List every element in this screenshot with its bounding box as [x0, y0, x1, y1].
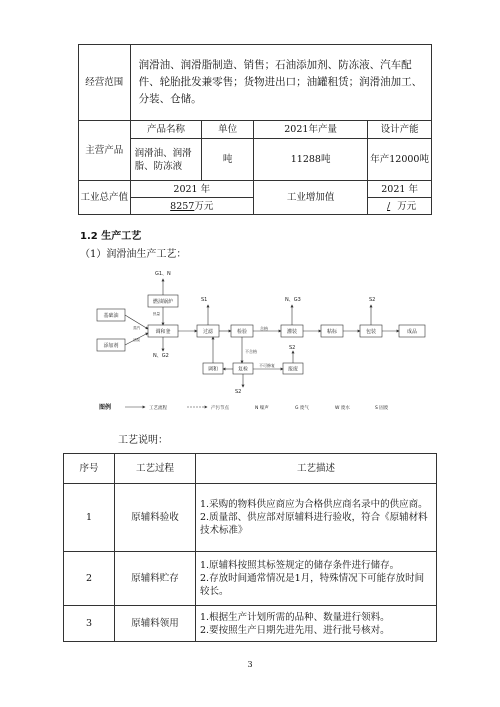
scope-text: 润滑油、润滑脂制造、销售；石油添加剂、防冻液、汽车配件、轮胎批发兼零售；货物进出口；油罐租赁；润滑油加工、分装、仓储。 [130, 45, 431, 121]
legend-water: W 废水 [335, 406, 350, 411]
label-unqualified2: 不可修复 [259, 363, 275, 368]
gross-label: 工业总产值 [79, 181, 131, 215]
product-name: 润滑油、润滑脂、防冻液 [130, 139, 202, 181]
page-number: 3 [247, 660, 253, 669]
row-desc [196, 606, 437, 642]
th-step: 工艺过程 [115, 454, 196, 484]
added-value-cell [368, 198, 432, 215]
label-s1: S1 [201, 297, 208, 303]
node-filter: 过滤 [202, 329, 214, 335]
col-name: 产品名称 [130, 121, 202, 139]
row-desc-line: 1.原辅料按照其标签规定的储存条件进行储存。 [200, 560, 400, 571]
table-row [64, 606, 437, 642]
added-unit: 万元 [397, 200, 417, 212]
node-fill: 灌装 [286, 329, 298, 335]
products-label: 主营产品 [79, 121, 131, 181]
node-blend: 调和釜 [155, 329, 171, 335]
row-desc-line: 2.质量部、供应部对原辅料进行验收，符合《原辅材料技术标准》 [200, 512, 428, 536]
col-unit: 单位 [202, 121, 254, 139]
label-s2a: S2 [369, 297, 376, 303]
diagram-legend [99, 403, 389, 411]
row-desc [196, 484, 437, 552]
node-inspect: 检验 [236, 329, 248, 335]
added-year: 2021 年 [368, 181, 432, 198]
added-value: / [387, 200, 391, 212]
gross-unit: 万元 [194, 200, 214, 212]
label-heat: 热量 [153, 312, 160, 316]
process-intro: 工艺说明： [118, 435, 168, 446]
node-additive: 添加剂 [103, 343, 119, 349]
row-step: 原辅料贮存 [115, 552, 196, 606]
label-s2b: S2 [289, 345, 296, 351]
label-ng3: N、G3 [285, 297, 301, 303]
th-no: 序号 [64, 454, 115, 484]
gross-value-cell [130, 198, 253, 215]
label-ng2: N、G2 [153, 353, 169, 359]
label-s2c: S2 [235, 389, 242, 395]
section-heading: 1.2 生产工艺 [80, 231, 142, 242]
table-row [64, 484, 437, 552]
company-info-table [78, 44, 432, 215]
node-waste: 报废 [287, 366, 299, 373]
th-desc: 工艺描述 [196, 454, 437, 484]
row-no: 1 [64, 484, 115, 552]
legend-noise: N 噪声 [255, 406, 269, 411]
process-table [63, 453, 437, 642]
product-output: 11288吨 [253, 139, 367, 181]
label-g1n: G1、N [155, 271, 171, 277]
node-product: 成品 [406, 329, 418, 335]
gross-value: 8257 [170, 200, 195, 212]
legend-gas: G 废气 [295, 406, 309, 411]
process-flow-diagram [95, 265, 435, 413]
label-steam: 蒸汽 [133, 326, 140, 330]
gross-year: 2021 年 [130, 181, 253, 198]
label-qualified: 合格 [260, 326, 268, 331]
col-capacity: 设计产能 [368, 121, 432, 139]
node-base-oil: 基础油 [103, 313, 119, 319]
node-recheck: 复检 [237, 366, 249, 373]
row-desc-line: 1.根据生产计划所需的品种、数量进行领料。 [200, 611, 390, 623]
row-desc-line: 1.采购的物料供应商应为合格供应商名录中的供应商。 [200, 499, 428, 510]
col-output: 2021年产量 [253, 121, 367, 139]
sub-heading: （1）润滑油生产工艺： [80, 249, 187, 260]
row-desc [196, 552, 437, 606]
table-row [64, 552, 437, 606]
node-pack: 包装 [365, 329, 377, 335]
added-label: 工业增加值 [253, 181, 367, 215]
legend-title: 图例 [99, 404, 112, 411]
legend-flow: 工艺流程 [149, 406, 167, 411]
label-oil-pump: 油泵 [133, 338, 140, 342]
legend-solid: S 固废 [375, 406, 389, 411]
node-label: 粘标 [326, 329, 338, 335]
legend-node: 产污节点 [211, 406, 229, 411]
row-step: 原辅料验收 [115, 484, 196, 552]
node-reblend: 调和 [207, 366, 219, 373]
row-step: 原辅料领用 [115, 606, 196, 642]
scope-label: 经营范围 [79, 45, 131, 121]
row-no: 2 [64, 552, 115, 606]
row-no: 3 [64, 606, 115, 642]
row-desc-line: 2.存放时间通常情况是1月，特殊情况下可能存放时间较长。 [200, 573, 425, 597]
row-desc-line: 2.要按照生产日期先进先用、进行批号核对。 [200, 624, 390, 636]
product-capacity: 年产12000吨 [368, 139, 432, 181]
label-unqualified: 不合格 [245, 349, 257, 354]
node-boiler: 燃油锅炉 [152, 299, 174, 305]
product-unit: 吨 [202, 139, 254, 181]
